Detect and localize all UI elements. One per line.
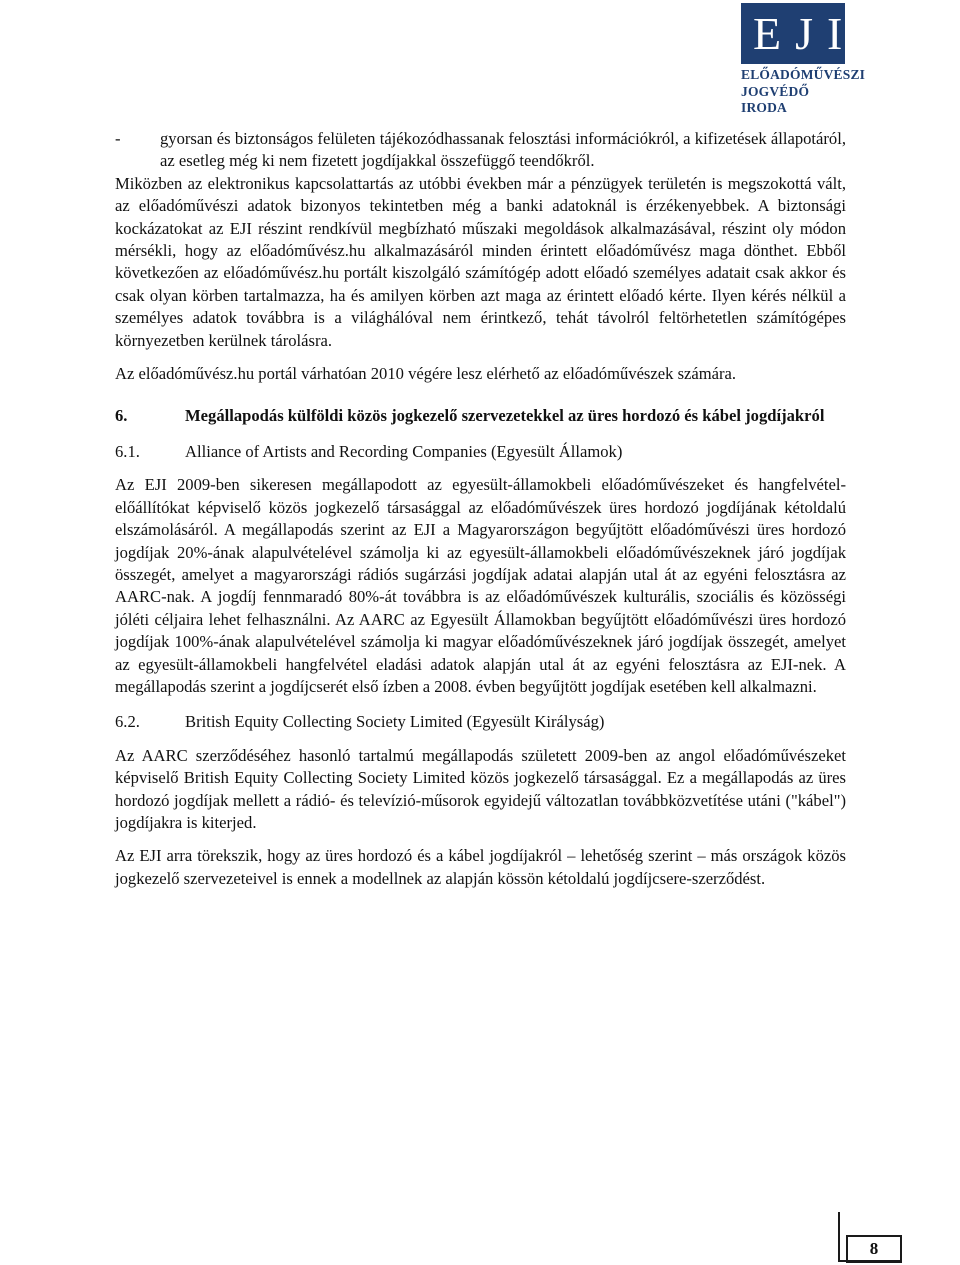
logo-mark: EJI — [741, 3, 845, 64]
bullet-item — [115, 128, 846, 173]
logo-line-1: ELŐADÓMŰVÉSZI — [741, 67, 866, 82]
subsection-6-2-number: 6.2. — [115, 712, 140, 732]
page-frame-vertical — [838, 1212, 840, 1262]
paragraph-availability: Az előadóművész.hu portál várhatóan 2010 végére lesz elérhető az előadóművészek számára. — [115, 364, 737, 384]
subsection-6-1-title: Alliance of Artists and Recording Companies (Egyesült Államok) — [185, 441, 623, 461]
section-6-number: 6. — [115, 406, 128, 426]
document-body — [115, 128, 846, 890]
subsection-6-1-number: 6.1. — [115, 441, 140, 461]
paragraph-british-equity: Az AARC szerződéséhez hasonló tartalmú megállapodás született 2009-ben az angol előadóművészeket képviselő British Equity Collecting Society Limited közös jogkezelő társasággal. Ez a megállapodás az üres hordozó jogdíjak mellett a rádió- és televízió-műsorok egyidejű változatlan továbbközvetítése utáni ("kábel") jogdíjakra is kiterjed. — [115, 745, 846, 832]
subsection-6-2-heading — [115, 711, 846, 733]
page-number: 8 — [846, 1235, 902, 1263]
paragraph-future: Az EJI arra törekszik, hogy az üres hordozó és a kábel jogdíjakról – lehetőség szerint – más országok közös jogkezelő szervezeteivel is ennek a modellnek az alapján kössön kétoldalú jogdíjcsere-szerződést. — [115, 846, 846, 888]
paragraph-aarc: Az EJI 2009-ben sikeresen megállapodott az egyesült-államokbeli előadóművészeket és hangfelvétel-előállítókat képviselő közös jogkezelő társasággal az előadóművészek üres hordozó jogdíjának kétoldalú elszámolásáról. A megállapodás szerint az EJI a Magyarországon begyűjtött előadóművészi üres hordozó jogdíjak 20%-ának alapulvételével számolja ki az egyesült-államokbeli előadóművészeknek járó jogdíjak összegét, amelyet a magyarországi rádiós sugárzási jogdíjak adatai alapján utal át az egyéni felosztásra az AARC-nak. A jogdíj fennmaradó 80%-át továbbra is az előadóművészek kulturális, szociális és közösségi jóléti céljaira lehet felhasználni. Az AARC az Egyesült Államokban begyűjtött előadóművészi üres hordozó jogdíjak 100%-ának alapulvételével számolja ki magyar előadóművészeknek járó jogdíjak összegét, amelyet az egyesült-államokbeli hangfelvétel eladási adatok alapján utal át az egyéni felosztásra az EJI-nek. A megállapodás szerint a jogdíjcserét első ízben a 2008. évben begyűjtött jogdíjak esetében kell alkalmazni. — [115, 475, 846, 696]
eji-logo — [741, 3, 866, 115]
bullet-dash: - — [115, 129, 121, 148]
bullet-text: gyorsan és biztonságos felületen tájékozódhassanak felosztási információkról, a kifizetések állapotáról, az esetleg még ki nem fizetett jogdíjakkal összefüggő teendőkről. — [160, 129, 846, 171]
section-6-heading — [115, 405, 846, 427]
section-6-title: Megállapodás külföldi közös jogkezelő szervezetekkel az üres hordozó és kábel jogdíjakról — [185, 406, 825, 426]
paragraph-security: Miközben az elektronikus kapcsolattartás az utóbbi években már a pénzügyek területén is megszokottá vált, az előadóművészi adatok bizonyos tekintetben még a banki adatoknál is érzékenyebbek. A biztonsági kockázatokat az EJI részint rendkívül megbízható műszaki megoldások alkalmazásával, részint oly módon mérsékli, hogy az előadóművész.hu alkalmazásáról minden érintett előadóművész maga dönthet. Ebből következően az előadóművész.hu portált kiszolgáló számítógép adott előadó személyes adatait csak akkor és csak olyan körben tartalmazza, ha és amilyen körben azt maga az érintett előadó kérte. Ilyen kérés nélkül a személyes adatok továbbra is a világhálóval nem érintkező, tehát távolról feltörhetetlen számítógépes környezetben kerülnek tárolásra. — [115, 173, 846, 350]
subsection-6-1-heading — [115, 441, 846, 463]
logo-line-2: JOGVÉDŐ IRODA — [741, 84, 810, 115]
subsection-6-2-title: British Equity Collecting Society Limited (Egyesült Királyság) — [185, 712, 605, 732]
